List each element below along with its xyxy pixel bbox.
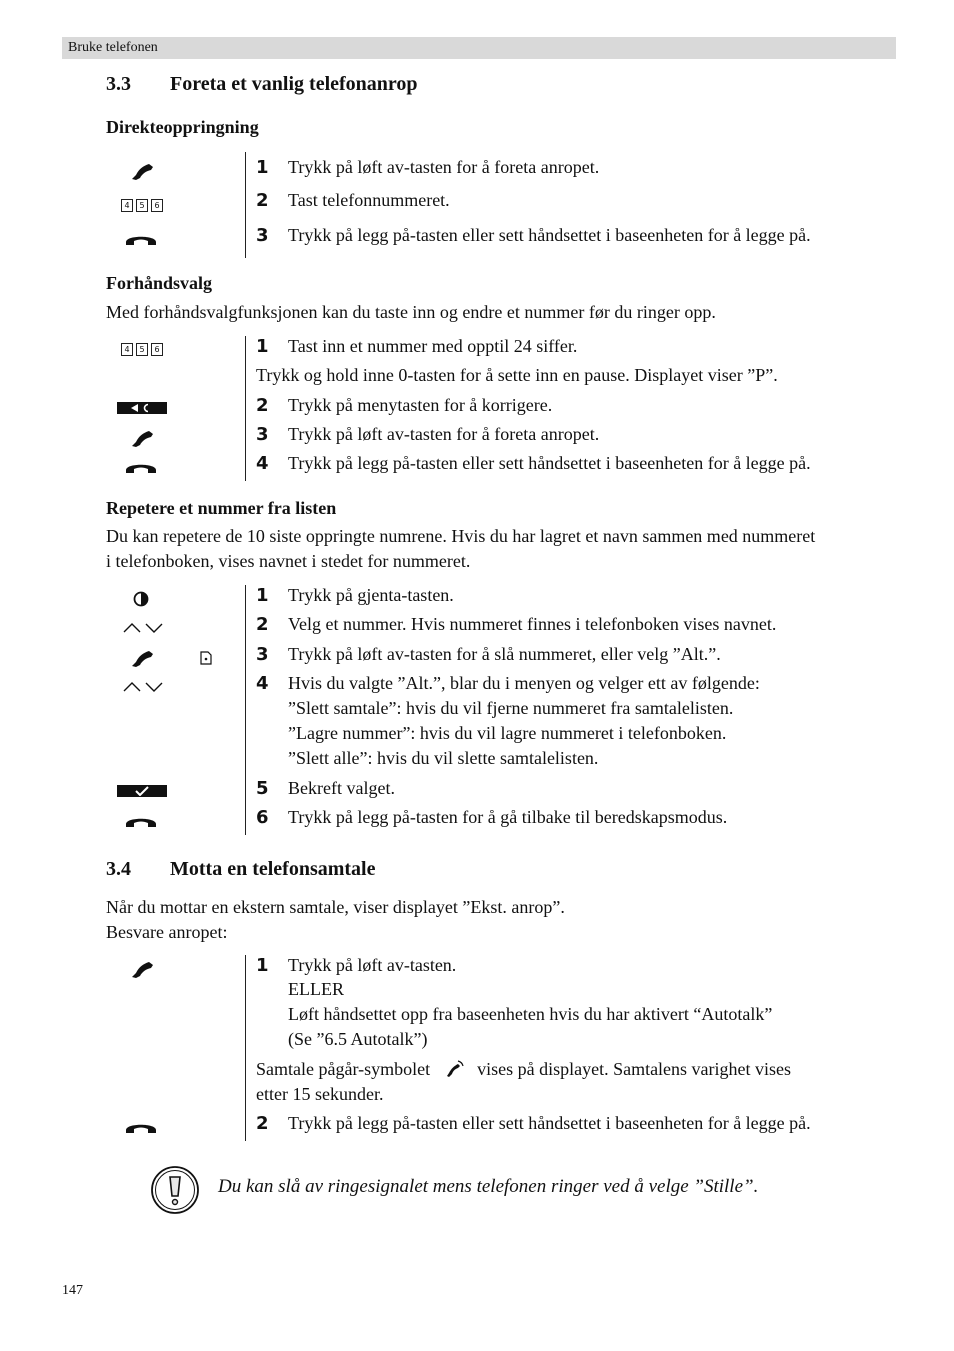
phone-off-hook-icon xyxy=(129,428,155,448)
section-3-3-heading xyxy=(106,73,418,96)
call-in-progress-icon xyxy=(443,1060,465,1078)
call-status-line-1 xyxy=(256,1057,791,1082)
step-text: Velg et nummer. Hvis nummeret finnes i telefonboken vises navnet. xyxy=(288,614,777,634)
redial-heading: Repetere et nummer fra listen xyxy=(106,498,337,518)
option-delete-call: ”Slett samtale”: hvis du vil fjerne nummeret fra samtalelisten. xyxy=(288,698,734,718)
step-number: 3 xyxy=(256,644,269,665)
key-label: 4 xyxy=(121,199,133,212)
step-text: Bekreft valget. xyxy=(288,778,395,798)
option-delete-all: ”Slett alle”: hvis du vil slette samtalelisten. xyxy=(288,748,599,768)
step-text: Tast inn et nummer med opptil 24 siffer. xyxy=(288,336,578,356)
step-divider xyxy=(245,336,246,481)
section-title: Foreta et vanlig telefonanrop xyxy=(170,73,418,95)
incoming-intro-line-1: Når du mottar en ekstern samtale, viser displayet ”Ekst. anrop”. xyxy=(106,897,565,917)
lift-handset-line-2: (Se ”6.5 Autotalk”) xyxy=(288,1029,428,1049)
page-number: 147 xyxy=(62,1283,83,1298)
step-number: 1 xyxy=(256,955,269,976)
up-down-nav-icon xyxy=(122,621,164,635)
step-number: 5 xyxy=(256,778,269,799)
predial-intro: Med forhåndsvalgfunksjonen kan du taste inn og endre et nummer før du ringer opp. xyxy=(106,302,716,322)
clear-key-icon xyxy=(117,402,167,414)
step-number: 1 xyxy=(256,336,269,357)
step-number: 1 xyxy=(256,585,269,606)
step-text: Trykk på legg på-tasten eller sett håndsettet i baseenheten for å legge på. xyxy=(288,225,811,245)
step-text: Trykk på gjenta-tasten. xyxy=(288,585,454,605)
redial-icon xyxy=(130,591,152,607)
key-label: 4 xyxy=(121,343,133,356)
step-text: Trykk på legg på-tasten for å gå tilbake til beredskapsmodus. xyxy=(288,807,728,827)
running-header xyxy=(62,37,896,59)
phone-off-hook-icon xyxy=(129,648,155,668)
or-label: ELLER xyxy=(288,979,344,999)
redial-intro-line-2: i telefonboken, vises navnet i stedet for nummeret. xyxy=(106,551,471,571)
step-number: 4 xyxy=(256,673,269,694)
confirm-check-icon xyxy=(117,785,167,797)
step-text: Trykk på løft av-tasten for å foreta anropet. xyxy=(288,157,600,177)
step-text: Trykk på løft av-tasten. xyxy=(288,955,457,975)
section-3-4-heading xyxy=(106,858,376,881)
incoming-intro-line-2: Besvare anropet: xyxy=(106,922,228,942)
phone-off-hook-icon xyxy=(129,959,155,979)
options-key-icon xyxy=(199,650,213,666)
phone-on-hook-icon xyxy=(124,460,158,474)
step-number: 1 xyxy=(256,157,269,178)
step-number: 3 xyxy=(256,225,269,246)
step-text: Trykk på legg på-tasten eller sett håndsettet i baseenheten for å legge på. xyxy=(288,1113,811,1133)
lift-handset-line-1: Løft håndsettet opp fra baseenheten hvis du har aktivert “Autotalk” xyxy=(288,1004,773,1024)
call-status-line-2: etter 15 sekunder. xyxy=(256,1084,384,1104)
keypad-icon xyxy=(121,199,163,212)
step-number: 2 xyxy=(256,190,269,211)
predial-heading: Forhåndsvalg xyxy=(106,273,213,293)
phone-off-hook-icon xyxy=(129,161,155,181)
step-text: Trykk på løft av-tasten for å slå nummeret, eller velg ”Alt.”. xyxy=(288,644,721,664)
step-text: Trykk på menytasten for å korrigere. xyxy=(288,395,553,415)
step-text: Trykk på legg på-tasten eller sett håndsettet i baseenheten for å legge på. xyxy=(288,453,811,473)
step-divider xyxy=(245,585,246,835)
step-number: 2 xyxy=(256,1113,269,1134)
call-status-after: vises på displayet. Samtalens varighet vises xyxy=(477,1059,792,1079)
key-label: 6 xyxy=(151,343,163,356)
step-number: 2 xyxy=(256,614,269,635)
exclamation-note-icon xyxy=(150,1165,200,1215)
check-glyph xyxy=(134,786,150,796)
key-label: 6 xyxy=(151,199,163,212)
pause-note: Trykk og hold inne 0-tasten for å sette inn en pause. Displayet viser ”P”. xyxy=(256,365,778,385)
note-text: Du kan slå av ringesignalet mens telefonen ringer ved å velge ”Stille”. xyxy=(218,1176,759,1197)
step-text: Hvis du valgte ”Alt.”, blar du i menyen og velger ett av følgende: xyxy=(288,673,760,693)
step-number: 3 xyxy=(256,424,269,445)
section-number: 3.4 xyxy=(106,858,131,880)
direct-dial-heading: Direkteoppringning xyxy=(106,117,259,137)
phone-on-hook-icon xyxy=(124,232,158,246)
section-title: Motta en telefonsamtale xyxy=(170,858,376,880)
step-text: Tast telefonnummeret. xyxy=(288,190,450,210)
up-down-nav-icon xyxy=(122,680,164,694)
redial-intro-line-1: Du kan repetere de 10 siste oppringte numrene. Hvis du har lagret et navn sammen med nummeret xyxy=(106,526,816,546)
step-divider xyxy=(245,152,246,258)
call-status-before: Samtale pågår-symbolet xyxy=(256,1059,431,1079)
keypad-icon xyxy=(121,343,163,356)
step-number: 2 xyxy=(256,395,269,416)
backspace-glyph xyxy=(129,403,155,413)
section-number: 3.3 xyxy=(106,73,131,95)
step-text: Trykk på løft av-tasten for å foreta anropet. xyxy=(288,424,600,444)
phone-on-hook-icon xyxy=(124,1120,158,1134)
phone-on-hook-icon xyxy=(124,814,158,828)
option-save-number: ”Lagre nummer”: hvis du vil lagre nummeret i telefonboken. xyxy=(288,723,727,743)
key-label: 5 xyxy=(136,199,148,212)
running-header-title: Bruke telefonen xyxy=(68,40,158,55)
step-divider xyxy=(245,955,246,1141)
step-number: 6 xyxy=(256,807,269,828)
key-label: 5 xyxy=(136,343,148,356)
step-number: 4 xyxy=(256,453,269,474)
